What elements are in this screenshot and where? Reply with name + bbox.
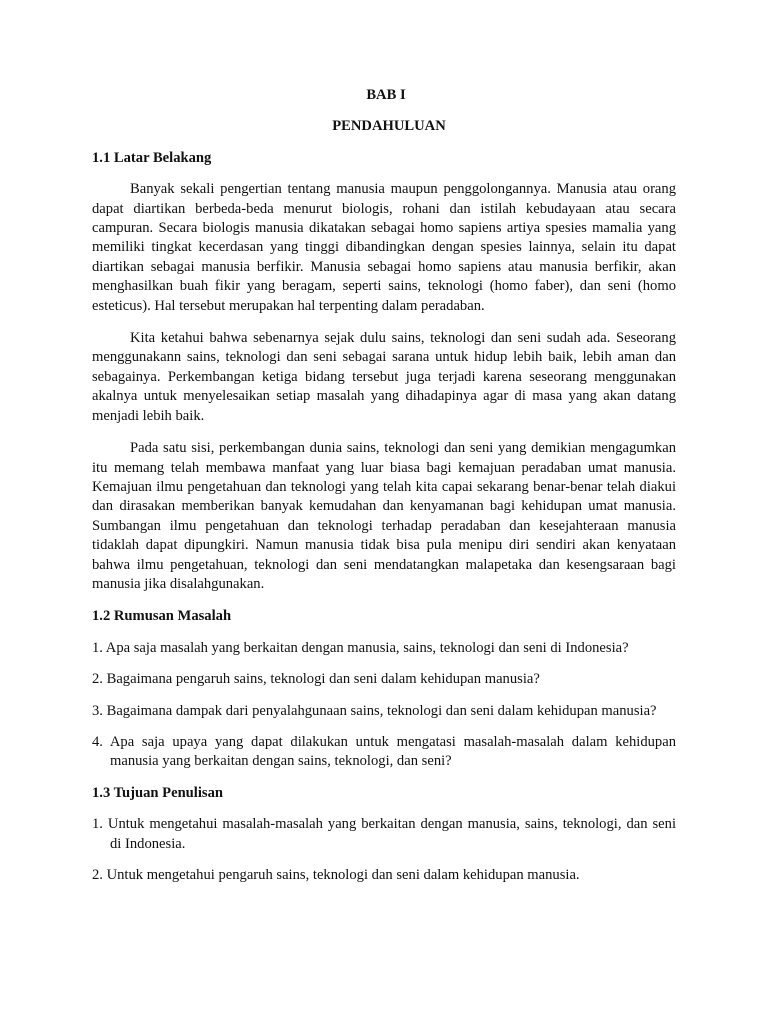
document-page (92, 86, 676, 897)
chapter-number: BAB I (366, 87, 406, 103)
section-heading-tujuan-penulisan: 1.3 Tujuan Penulisan (92, 784, 224, 801)
paragraph: Pada satu sisi, perkembangan dunia sains, teknologi dan seni yang demikian mengagumkan itu memang telah membawa manfaat yang luar biasa bagi kemajuan peradaban umat manusia. Kemajuan ilmu pengetahuan dan teknologi yang telah kita capai sekarang benar-benar telah diakui dan dirasakan memberikan banyak kemudahan dan kenyamanan bagi kehidupan umat manusia. Sumbangan ilmu pengetahuan dan teknologi terhadap peradaban dan kesejahteraan manusia tidaklah dapat dipungkiri. Namun manusia tidak bisa pula menipu diri sendiri akan kenyataan bahwa ilmu pengetahuan, teknologi dan seni mendatangkan malapetaka dan kesengsaraan bagi manusia jika disalahgunakan. (92, 440, 676, 592)
list-item: 1. Apa saja masalah yang berkaitan dengan manusia, sains, teknologi dan seni di Indonesia? (92, 639, 629, 656)
list-item: 4. Apa saja upaya yang dapat dilakukan untuk mengatasi masalah-masalah dalam kehidupan manusia yang berkaitan dengan sains, teknologi, dan seni? (92, 733, 676, 770)
list-item: 2. Bagaimana pengaruh sains, teknologi dan seni dalam kehidupan manusia? (92, 671, 540, 688)
tujuan-penulisan-list (92, 815, 676, 885)
list-item: 3. Bagaimana dampak dari penyalahgunaan sains, teknologi dan seni dalam kehidupan manusia? (92, 702, 657, 719)
list-item: 2. Untuk mengetahui pengaruh sains, teknologi dan seni dalam kehidupan manusia. (92, 867, 580, 883)
section-heading-latar-belakang: 1.1 Latar Belakang (92, 149, 212, 166)
rumusan-masalah-list (92, 639, 676, 772)
section-heading-rumusan-masalah: 1.2 Rumusan Masalah (92, 608, 232, 625)
paragraph: Banyak sekali pengertian tentang manusia maupun penggolongannya. Manusia atau orang dapat diartikan berbeda-beda menurut biologis, rohani dan istilah kebudayaan atau secara campuran. Secara biologis manusia dikatakan sebagai homo sapiens artiya spesies mamalia yang memiliki tingkat kecerdasan yang tinggi dibandingkan dengan spesies lainnya, selain itu dapat diartikan sebagai manusia berfikir. Manusia sebagai homo sapiens atau manusia berfikir, akan menghasilkan buah fikir yang beragam, seperti sains, teknologi (homo faber), dan seni (homo esteticus). Hal tersebut merupakan hal terpenting dalam peradaban. (92, 181, 676, 314)
paragraph: Kita ketahui bahwa sebenarnya sejak dulu sains, teknologi dan seni sudah ada. Seseorang menggunakann sains, teknologi dan seni sebagai sarana untuk hidup lebih baik, lebih aman dan sebagainya. Perkembangan ketiga bidang tersebut juga terjadi karena seseorang menggunakan akalnya untuk menyelesaikan setiap masalah yang dihadapinya agar di masa yang akan datang menjadi lebih baik. (92, 330, 676, 424)
chapter-title: PENDAHULUAN (332, 118, 446, 135)
list-item: 1. Untuk mengetahui masalah-masalah yang berkaitan dengan manusia, sains, teknologi, dan seni di Indonesia. (92, 816, 676, 852)
